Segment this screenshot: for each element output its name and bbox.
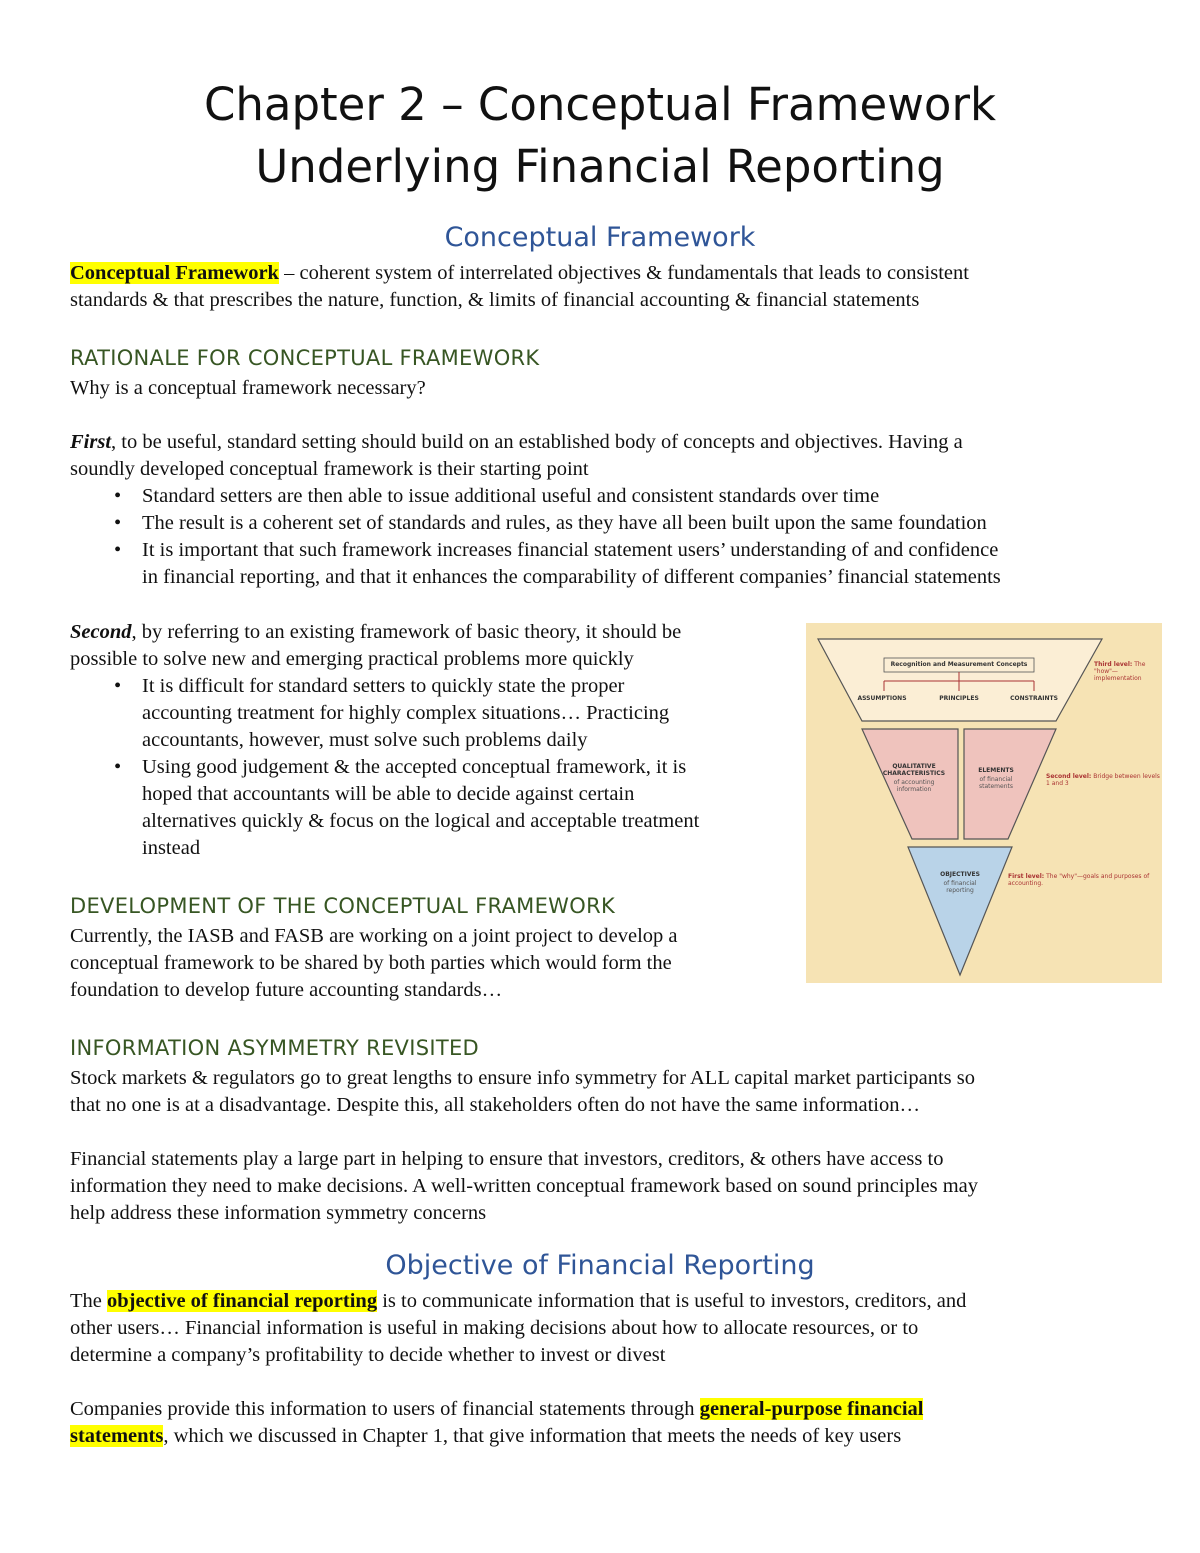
objective-p1-line-1	[70, 1288, 966, 1315]
bullet-icon: •	[114, 512, 122, 534]
list-item-text: It is difficult for standard setters to quickly state the proper	[142, 675, 625, 697]
list-item	[70, 483, 1001, 510]
list-item-text: instead	[142, 837, 201, 859]
bullet-icon: •	[114, 756, 122, 778]
asymmetry-p2-line-3: help address these information symmetry concerns	[70, 1202, 487, 1224]
objective-p1-line-2: other users… Financial information is useful in making decisions about how to allocate resources, or to	[70, 1317, 919, 1339]
second-paragraph-line-2: possible to solve new and emerging practical problems more quickly	[70, 648, 634, 670]
first-level-desc: The "why"—goals and purposes of accounting.	[1008, 873, 1150, 887]
assumptions-label: ASSUMPTIONS	[857, 695, 907, 702]
definition-line-1	[70, 260, 969, 287]
asymmetry-p2-line-2: information they need to make decisions. A well-written conceptual framework based on sound principles may	[70, 1175, 979, 1197]
qualitative-label: QUALITATIVE CHARACTERISTICS	[882, 763, 946, 777]
definition-line-2: standards & that prescribes the nature, function, & limits of financial accounting & financial statements	[70, 289, 920, 311]
first-level-shape	[908, 847, 1012, 975]
first-level-title: First level:	[1008, 873, 1045, 880]
list-item	[70, 510, 1001, 537]
second-label: Second	[70, 621, 132, 643]
rationale-question: Why is a conceptual framework necessary?	[70, 377, 426, 399]
highlighted-term: general-purpose financial	[699, 1398, 924, 1420]
first-level-note	[1008, 873, 1158, 887]
qualitative-sub: of accounting information	[893, 779, 935, 793]
asymmetry-p1-line-2: that no one is at a disadvantage. Despite this, all stakeholders often do not have the same information…	[70, 1094, 920, 1116]
second-level-title: Second level:	[1046, 773, 1092, 780]
principles-label: PRINCIPLES	[939, 695, 979, 702]
highlighted-term: objective of financial reporting	[107, 1290, 378, 1312]
document-title	[0, 74, 1200, 198]
first-paragraph-line-2: soundly developed conceptual framework is their starting point	[70, 458, 589, 480]
bullet-icon: •	[114, 675, 122, 697]
constraints-label: CONSTRAINTS	[1010, 695, 1058, 702]
objectives-label: OBJECTIVES	[940, 871, 980, 878]
objective-p2-pre: Companies provide this information to users of financial statements through	[70, 1398, 700, 1420]
conceptual-framework-diagram	[806, 623, 1162, 983]
elements-sub: of financial statements	[978, 776, 1014, 790]
objective-p1-pre: The	[70, 1290, 107, 1312]
second-paragraph-line-1	[70, 619, 681, 646]
definition-text: – coherent system of interrelated objectives & fundamentals that leads to consistent	[278, 262, 969, 284]
heading-asymmetry: INFORMATION ASYMMETRY REVISITED	[70, 1036, 480, 1060]
list-item-text: It is important that such framework increases financial statement users’ understanding of and confidence	[142, 539, 999, 561]
title-line-2: Underlying Financial Reporting	[255, 140, 945, 193]
first-text: , to be useful, standard setting should build on an established body of concepts and objectives. Having a	[111, 431, 963, 453]
elements-label: ELEMENTS	[978, 767, 1014, 774]
highlighted-term: Conceptual Framework	[70, 262, 279, 284]
list-item	[70, 537, 1001, 591]
objective-p1-line-3: determine a company’s profitability to decide whether to invest or divest	[70, 1344, 666, 1366]
development-line-3: foundation to develop future accounting standards…	[70, 979, 503, 1001]
title-line-1: Chapter 2 – Conceptual Framework	[203, 78, 997, 131]
section-heading-objective: Objective of Financial Reporting	[385, 1250, 815, 1281]
heading-rationale: RATIONALE FOR CONCEPTUAL FRAMEWORK	[70, 346, 540, 370]
objective-p2-line-1	[70, 1396, 923, 1423]
list-item-text: alternatives quickly & focus on the logical and acceptable treatment	[142, 810, 700, 832]
bullet-icon: •	[114, 485, 122, 507]
second-level-note	[1046, 773, 1160, 787]
list-item	[70, 754, 699, 862]
third-level-note	[1094, 661, 1160, 682]
first-label: First	[70, 431, 112, 453]
objective-p2-line-2	[70, 1423, 901, 1450]
third-level-shape	[818, 639, 1102, 721]
list-item	[70, 673, 699, 754]
development-line-1: Currently, the IASB and FASB are working on a joint project to develop a	[70, 925, 678, 947]
highlighted-term: statements	[70, 1425, 164, 1447]
recognition-label: Recognition and Measurement Concepts	[890, 661, 1028, 668]
list-item-text: in financial reporting, and that it enhances the comparability of different companies’ financial statements	[142, 566, 1001, 588]
first-paragraph-line-1	[70, 429, 963, 456]
objectives-sub: of financial reporting	[943, 880, 977, 894]
second-bullet-list	[70, 673, 699, 862]
list-item-text: Using good judgement & the accepted conceptual framework, it is	[142, 756, 687, 778]
objective-p1-rest: is to communicate information that is useful to investors, creditors, and	[377, 1290, 967, 1312]
section-heading-conceptual-framework: Conceptual Framework	[444, 222, 756, 253]
asymmetry-p1-line-1: Stock markets & regulators go to great lengths to ensure info symmetry for ALL capital market participants so	[70, 1067, 975, 1089]
list-item-text: Standard setters are then able to issue additional useful and consistent standards over time	[142, 485, 880, 507]
development-line-2: conceptual framework to be shared by both parties which would form the	[70, 952, 672, 974]
list-item-text: The result is a coherent set of standards and rules, as they have all been built upon the same foundation	[142, 512, 987, 534]
heading-development: DEVELOPMENT OF THE CONCEPTUAL FRAMEWORK	[70, 894, 616, 918]
bullet-icon: •	[114, 539, 122, 561]
second-level-desc: Bridge between levels 1 and 3	[1046, 773, 1160, 787]
list-item-text: accounting treatment for highly complex situations… Practicing	[142, 702, 670, 724]
third-level-desc: The "how"—implementation	[1094, 661, 1146, 682]
list-item-text: hoped that accountants will be able to decide against certain	[142, 783, 635, 805]
asymmetry-p2-line-1: Financial statements play a large part in helping to ensure that investors, creditors, & others have access to	[70, 1148, 944, 1170]
objective-p2-rest: , which we discussed in Chapter 1, that give information that meets the needs of key users	[163, 1425, 902, 1447]
second-text: , by referring to an existing framework of basic theory, it should be	[131, 621, 682, 643]
list-item-text: accountants, however, must solve such problems daily	[142, 729, 588, 751]
third-level-title: Third level:	[1094, 661, 1133, 668]
first-bullet-list	[70, 483, 1001, 591]
